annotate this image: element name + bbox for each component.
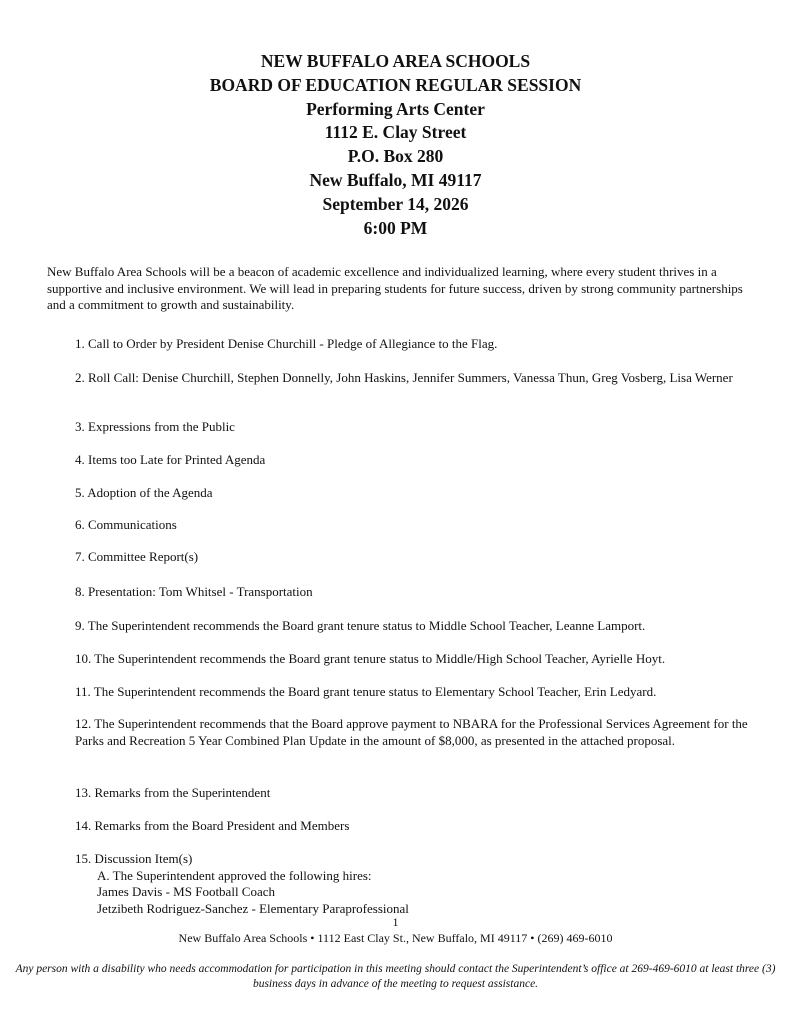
agenda-item-15 [75, 851, 755, 917]
agenda-item-11: 11. The Superintendent recommends the Board grant tenure status to Elementary School Teacher, Erin Ledyard. [75, 684, 657, 699]
venue-name: Performing Arts Center [306, 98, 485, 119]
footer-address: New Buffalo Area Schools • 1112 East Clay St., New Buffalo, MI 49117 • (269) 469-6010 [178, 931, 613, 945]
agenda-item-9: 9. The Superintendent recommends the Board grant tenure status to Middle School Teacher, Leanne Lamport. [75, 618, 646, 633]
session-title: BOARD OF EDUCATION REGULAR SESSION [209, 74, 582, 95]
agenda-item-2: 2. Roll Call: Denise Churchill, Stephen Donnelly, John Haskins, Jennifer Summers, Vanessa Thun, Greg Vosberg, Lisa Werner [75, 370, 733, 385]
mission-statement: New Buffalo Area Schools will be a beacon of academic excellence and individualized learning, where every student thrives in a supportive and inclusive environment. We will lead in preparing students for future success, driven by strong community partnerships and a commitment to growth and sustainability. [47, 264, 743, 312]
street-address: 1112 E. Clay Street [324, 122, 467, 143]
agenda-item-1: 1. Call to Order by President Denise Churchill - Pledge of Allegiance to the Flag. [75, 336, 498, 351]
meeting-date: September 14, 2026 [322, 193, 469, 214]
district-name: NEW BUFFALO AREA SCHOOLS [260, 51, 531, 71]
agenda-item-7: 7. Committee Report(s) [75, 549, 199, 564]
agenda-item-12: 12. The Superintendent recommends that the Board approve payment to NBARA for the Professional Services Agreement for the Parks and Recreation 5 Year Combined Plan Update in the amount of $8,000, as presented in the attached proposal. [75, 716, 748, 748]
agenda-item-6: 6. Communications [75, 517, 177, 532]
meeting-time: 6:00 PM [363, 217, 428, 238]
agenda-item-14: 14. Remarks from the Board President and Members [75, 818, 350, 833]
agenda-item-3: 3. Expressions from the Public [75, 419, 235, 434]
po-box: P.O. Box 280 [347, 146, 444, 167]
agenda-item-5: 5. Adoption of the Agenda [75, 485, 213, 500]
accommodation-notice: Any person with a disability who needs accommodation for participation in this meeting should contact the Superintendent’s office at 269-469-6010 at least three (3) business days in advance of the meeting to request assistance. [15, 963, 776, 990]
hire-entry: James Davis - MS Football Coach [97, 884, 276, 899]
meeting-header [0, 50, 791, 240]
hire-entry: Jetzibeth Rodriguez-Sanchez - Elementary Paraprofessional [97, 900, 409, 916]
city-state-zip: New Buffalo, MI 49117 [309, 169, 482, 190]
agenda-item-8: 8. Presentation: Tom Whitsel - Transportation [75, 584, 313, 599]
agenda-item-13: 13. Remarks from the Superintendent [75, 785, 271, 800]
page-number: 1 [392, 915, 399, 929]
agenda-item-10: 10. The Superintendent recommends the Board grant tenure status to Middle/High School Teacher, Ayrielle Hoyt. [75, 651, 666, 666]
discussion-items-heading: 15. Discussion Item(s) [75, 851, 193, 866]
agenda-item-4: 4. Items too Late for Printed Agenda [75, 452, 266, 467]
discussion-item-a: A. The Superintendent approved the following hires: [97, 867, 372, 883]
